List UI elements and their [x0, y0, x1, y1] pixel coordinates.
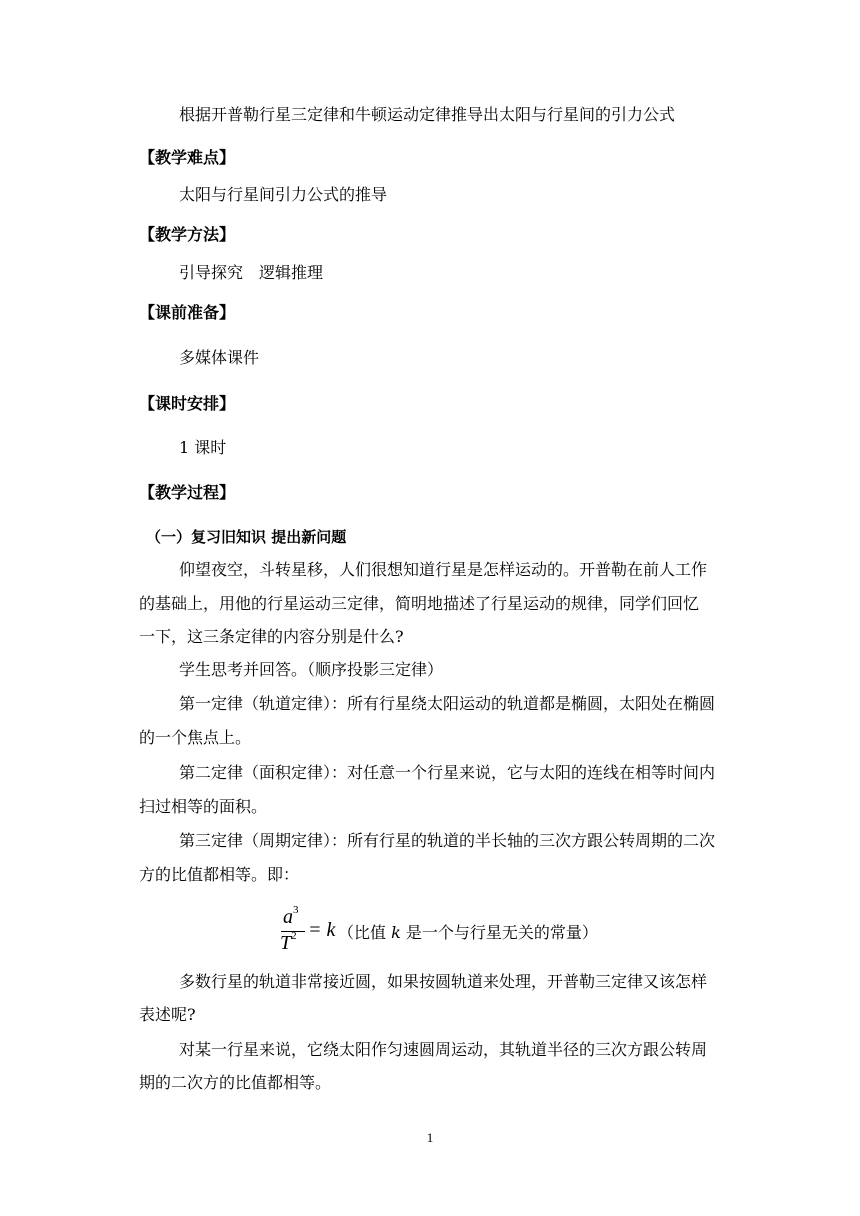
section-content-method: 引导探究 逻辑推理	[179, 263, 324, 282]
formula-numerator: $a^3$	[283, 904, 299, 928]
page-number: 1	[426, 1130, 434, 1145]
paragraph-line: 扫过相等的面积。	[139, 797, 268, 816]
paragraph-line: 第三定律（周期定律）：所有行星的轨道的半长轴的三次方跟公转周期的二次	[179, 831, 716, 850]
formula-rhs: = k	[308, 919, 336, 941]
section-content-difficulty: 太阳与行星间引力公式的推导	[179, 185, 388, 204]
section-content-preparation: 多媒体课件	[179, 348, 260, 367]
paragraph-line: 第一定律（轨道定律）：所有行星绕太阳运动的轨道都是椭圆，太阳处在椭圆	[179, 694, 716, 713]
paragraph-line: 仰望夜空，斗转星移，人们很想知道行星是怎样运动的。开普勒在前人工作	[179, 560, 708, 579]
section-heading-preparation: 【课前准备】	[139, 303, 236, 322]
formula-denominator: $T^2$	[280, 930, 297, 954]
subsection-title: （一）复习旧知识 提出新问题	[146, 528, 347, 546]
paragraph-line: 表述呢?	[139, 1005, 196, 1024]
section-heading-difficulty: 【教学难点】	[139, 148, 236, 167]
section-content-schedule: 1 课时	[179, 438, 227, 457]
paragraph-line: 对某一行星来说，它绕太阳作匀速圆周运动，其轨道半径的三次方跟公转周	[179, 1040, 708, 1059]
paragraph-line: 的一个焦点上。	[139, 728, 252, 747]
section-heading-method: 【教学方法】	[139, 225, 236, 244]
intro-line: 根据开普勒行星三定律和牛顿运动定律推导出太阳与行星间的引力公式	[179, 105, 676, 124]
paragraph-line: 第二定律（面积定律）：对任意一个行星来说，它与太阳的连线在相等时间内	[179, 763, 716, 782]
paragraph-line: 多数行星的轨道非常接近圆，如果按圆轨道来处理，开普勒三定律又该怎样	[179, 972, 708, 991]
paragraph-line: 期的二次方的比值都相等。	[139, 1073, 332, 1092]
section-heading-process: 【教学过程】	[139, 483, 236, 502]
paragraph-line: 学生思考并回答。（顺序投影三定律）	[179, 660, 444, 679]
paragraph-line: 一下，这三条定律的内容分别是什么?	[139, 627, 404, 646]
paragraph-line: 方的比值都相等。即：	[139, 865, 300, 884]
paragraph-line: 的基础上，用他的行星运动三定律，简明地描述了行星运动的规律，同学们回忆	[139, 594, 700, 613]
formula-note: （比值 k 是一个与行星无关的常量）	[338, 923, 598, 942]
section-heading-schedule: 【课时安排】	[139, 394, 236, 413]
